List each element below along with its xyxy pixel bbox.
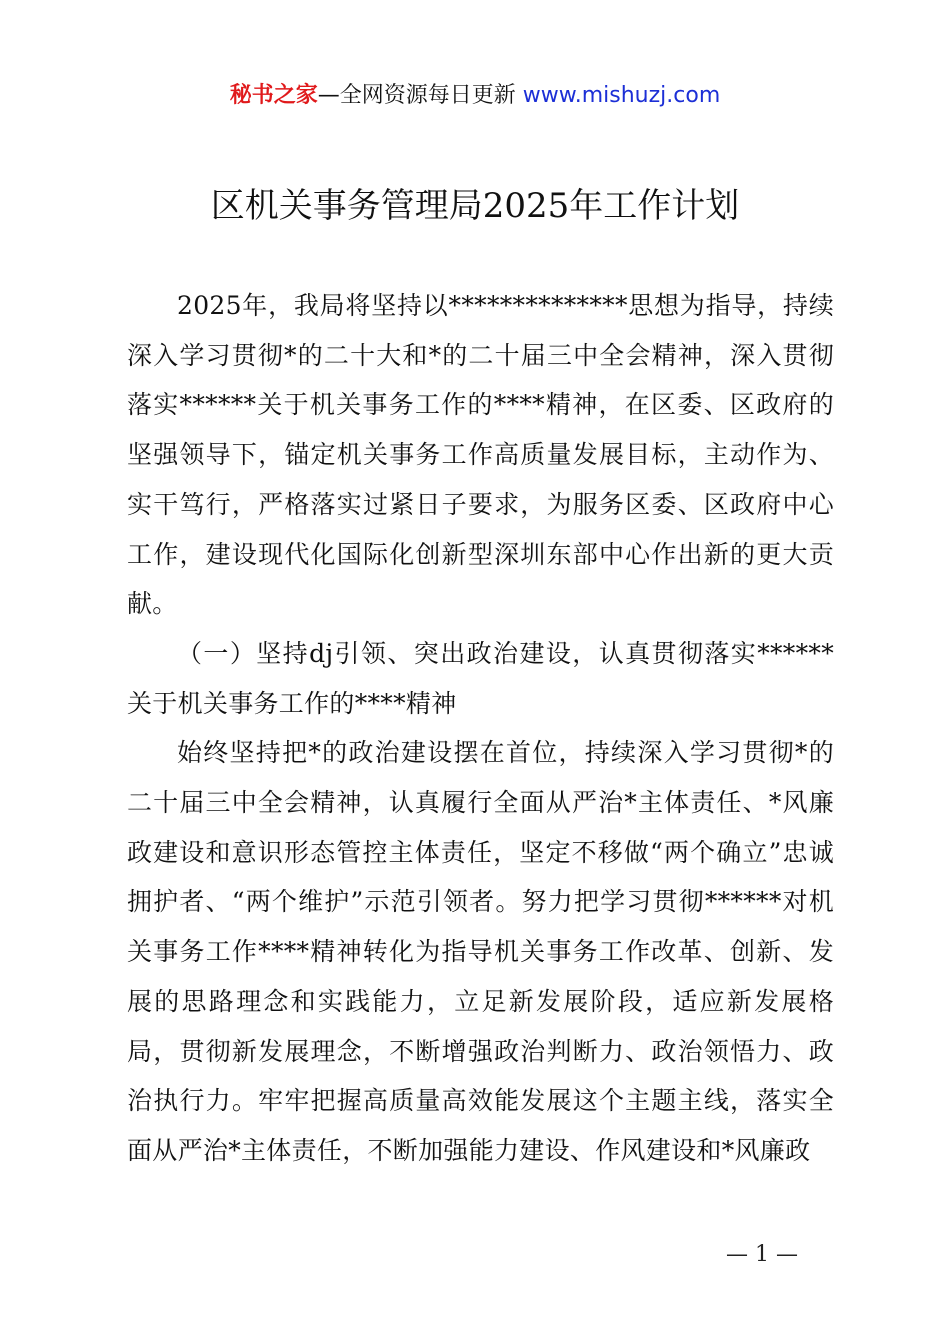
intro-paragraph: 2025年，我局将坚持以**************思想为指导，持续深入学习贯彻*的二十大和*的二十届三中全会精神，深入贯彻落实******关于机关事务工作的****精神，在区委、区政府的坚强领导下，锚定机关事务工作高质量发展目标，主动作为、实干笃行，严格落实过紧日子要求，为服务区委、区政府中心工作，建设现代化国际化创新型深圳东部中心作出新的更大贡献。 [127,291,834,619]
page-number: — 1 — [726,1242,798,1267]
site-header [0,80,950,112]
site-url-link[interactable]: www.mishuzj.com [522,83,721,108]
section-heading: （一）坚持dj引领、突出政治建设，认真贯彻落实******关于机关事务工作的****精神 [127,638,834,718]
site-tagline: —全网资源每日更新 [317,83,516,108]
site-brand: 秘书之家 [229,83,318,108]
document-body [127,281,834,1176]
body-paragraph: 始终坚持把*的政治建设摆在首位，持续深入学习贯彻*的二十届三中全会精神，认真履行全面从严治*主体责任、*风廉政建设和意识形态管控主体责任，坚定不移做“两个确立”忠诚拥护者、“两个维护”示范引领者。努力把学习贯彻******对机关事务工作****精神转化为指导机关事务工作改革、创新、发展的思路理念和实践能力，立足新发展阶段，适应新发展格局，贯彻新发展理念，不断增强政治判断力、政治领悟力、政治执行力。牢牢把握高质量高效能发展这个主题主线，落实全面从严治*主体责任，不断加强能力建设、作风建设和*风廉政 [127,738,834,1165]
document-title: 区机关事务管理局2025年工作计划 [210,186,740,226]
